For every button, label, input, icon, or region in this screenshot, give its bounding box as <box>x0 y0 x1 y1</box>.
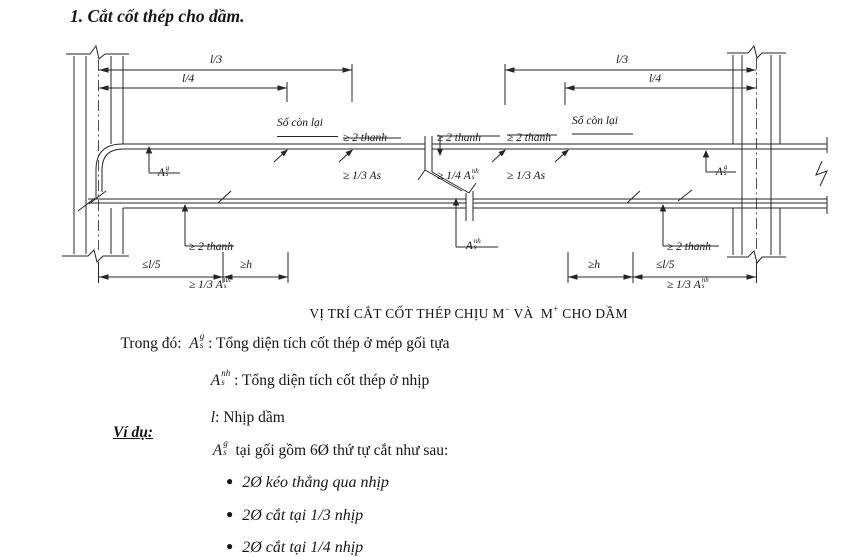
page-title: 1. Cắt cốt thép cho dầm. <box>70 6 245 26</box>
asnh-mid-label <box>460 227 481 252</box>
dim-l3-left-line <box>99 64 353 102</box>
symbol-as-nh: A nh s <box>463 166 479 182</box>
right-end-break <box>816 161 827 186</box>
bullet-icon: ● <box>226 539 234 553</box>
definition-line-asnh: A nh s : Tổng diện tích cốt thép ở nhịp <box>210 368 430 389</box>
so-con-lai-left-label: Số còn lại <box>277 117 323 129</box>
dim-l4-left-label: l/4 <box>182 73 195 85</box>
vi-du-label: Ví dụ: <box>113 424 154 441</box>
dim-l3-left-label: l/3 <box>210 54 223 66</box>
example-line: A g s tại gối gồm 6Ø thứ tự cắt như sau: <box>212 438 449 459</box>
dim-l3-right-label: l/3 <box>616 54 629 66</box>
dim-le-l5-left-label: ≤l/5 <box>142 259 161 271</box>
superscript-plus: + <box>553 304 559 314</box>
dim-le-l5-right-label: ≤l/5 <box>656 259 675 271</box>
bullet-item: ● 2Ø cắt tại 1/3 nhịp <box>226 507 364 524</box>
superscript-minus: − <box>504 304 511 314</box>
top-rule-right-label: ≥ 2 thanh ≥ 1/3 As <box>507 132 552 182</box>
symbol-as-nh: A nh s <box>693 275 709 291</box>
dim-l3-right-line <box>505 64 757 105</box>
symbol-as-nh: A nh s <box>215 275 231 291</box>
top-rule-left-label: ≥ 2 thanh ≥ 1/3 As <box>343 132 388 182</box>
dim-ge-h-right-label: ≥h <box>588 259 601 271</box>
bullet-icon: ● <box>226 507 234 521</box>
symbol-as-nh: A nh s <box>210 368 231 389</box>
bottom-rule-right-label: ≥ 2 thanh ≥ 1/3 A nh s <box>667 241 712 291</box>
symbol-l: l <box>210 409 216 426</box>
symbol-as-g: A g s <box>715 162 728 178</box>
bullet-icon: ● <box>226 474 234 488</box>
diagram-caption: VỊ TRÍ CẮT CỐT THÉP CHỊU M− VÀ M+ CHO DẦM <box>309 304 628 321</box>
so-con-lai-right-label: Số còn lại <box>572 115 618 127</box>
symbol-as-nh: A nh s <box>465 236 481 252</box>
right-column-bottom-break <box>727 251 786 263</box>
hook-end-tick <box>89 191 106 204</box>
bullet-item: ● 2Ø kéo thẳng qua nhịp <box>226 474 389 491</box>
top-rebar-hook <box>96 144 123 198</box>
dim-ge-h-left-label: ≥h <box>240 259 253 271</box>
right-column-top-break <box>727 46 786 58</box>
symbol-as-g: A g s <box>212 438 228 459</box>
dim-l4-right-label: l/4 <box>649 73 662 85</box>
left-column-bottom-break <box>62 250 129 262</box>
bullet-item: ● 2Ø cắt tại 1/4 nhịp <box>226 539 364 556</box>
bottom-rule-left-label: ≥ 2 thanh ≥ 1/3 A nh s <box>189 241 234 291</box>
trong-do-label: Trong đó: <box>120 335 190 352</box>
leader-arrows <box>146 146 710 212</box>
asg-right-label <box>710 153 727 178</box>
asg-left-label <box>152 154 169 179</box>
symbol-as-g: A g s <box>157 163 170 179</box>
definition-line-asg: Trong đó: A g s : Tổng diện tích cốt thép ở mép gối tựa <box>120 331 450 352</box>
symbol-as-g: A g s <box>189 331 205 352</box>
top-rule-mid-label: ≥ 2 thanh ≥ 1/4 A nh s <box>437 132 482 182</box>
definition-line-l: l: Nhịp dầm <box>210 409 285 426</box>
left-column-top-break <box>66 46 129 59</box>
